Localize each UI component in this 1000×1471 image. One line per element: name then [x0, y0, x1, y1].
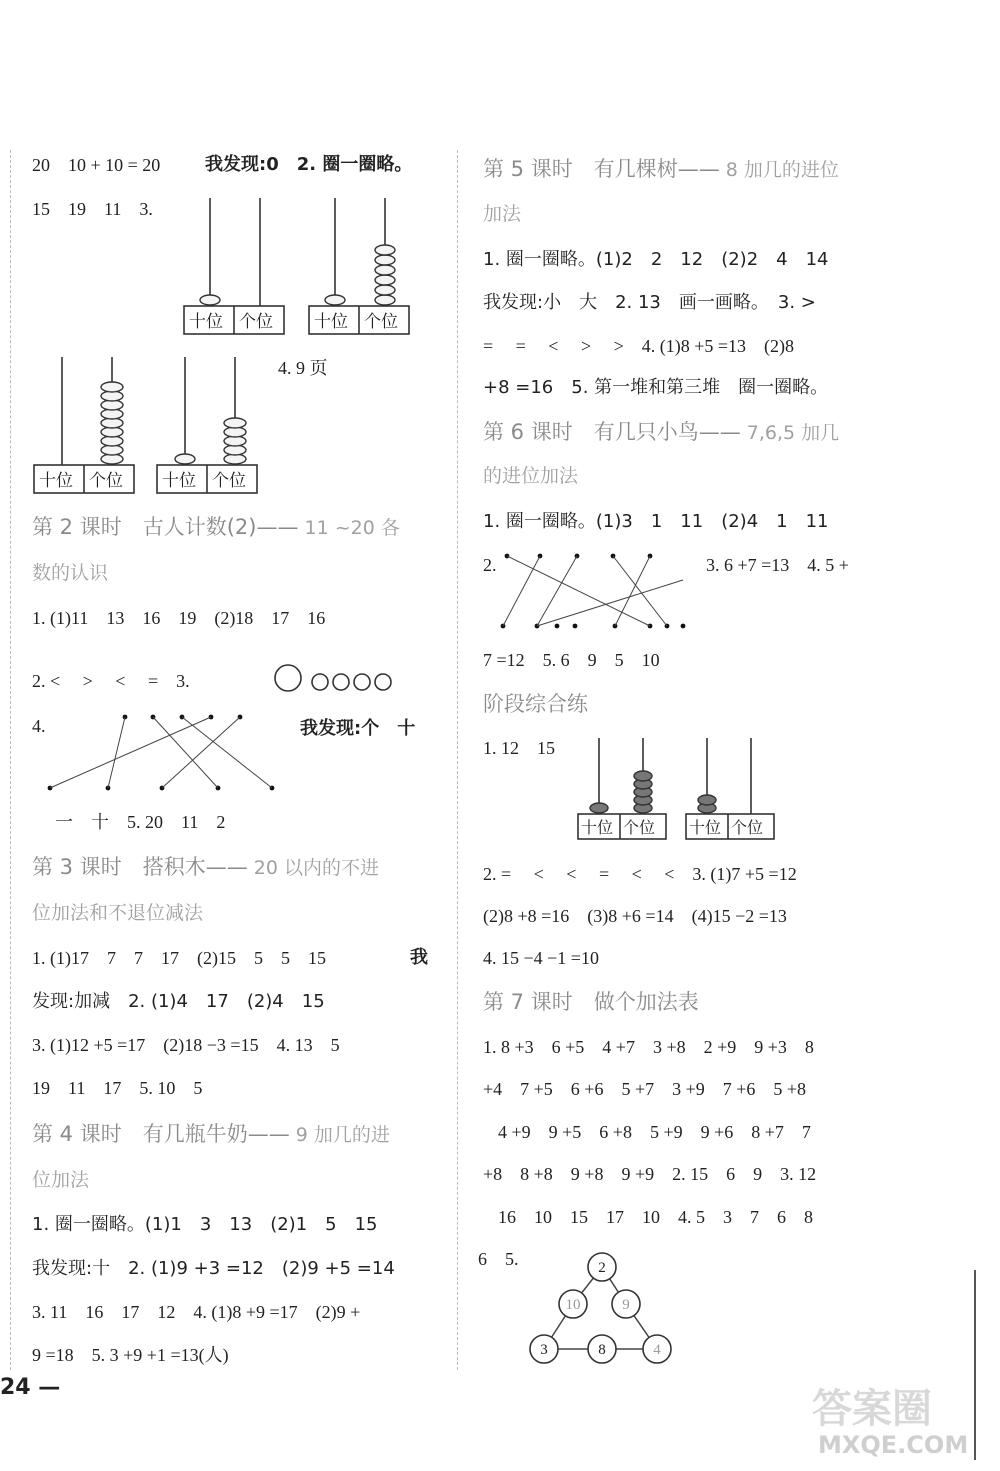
answer-line: 我发现:小 大 2. 13 画一画略。 3. > [483, 292, 816, 313]
lesson-title: 第 4 课时 有几瓶牛奶—— [32, 1122, 290, 1146]
lesson-subtitle: 9 加几的进 [289, 1124, 390, 1146]
lesson-subtitle: 11 ~20 各 [298, 517, 400, 539]
lesson-title: 第 3 课时 搭积木—— [32, 855, 248, 879]
left-margin-line [10, 150, 11, 1370]
lesson-title: 第 2 课时 古人计数(2)—— [32, 515, 299, 539]
lesson-heading [483, 155, 839, 184]
answer-line: 我发现:十 2. (1)9 +3 =12 (2)9 +5 =14 [32, 1258, 395, 1279]
ones-label: 个位 [623, 818, 656, 837]
lesson-subtitle-cont: 加法 [483, 203, 522, 225]
lesson-subtitle-cont: 的进位加法 [483, 465, 579, 487]
answer-line: 我发现:0 2. 圈一圈略。 [205, 154, 413, 175]
matching-figure [40, 710, 300, 794]
answer-line: 3. (1)12 +5 =17 (2)18 −3 =15 4. 13 5 [32, 1035, 340, 1055]
answer-line: 19 11 17 5. 10 5 [32, 1078, 203, 1098]
answer-line: 4. 9 页 [278, 358, 328, 378]
matching-figure [495, 550, 695, 634]
lesson-heading [32, 513, 400, 542]
ones-label: 个位 [89, 471, 123, 491]
answer-line: 15 19 11 3. [32, 199, 153, 219]
answer-line: 1. 12 15 [483, 738, 555, 758]
triangle-right-mid: 9 [622, 1297, 630, 1313]
lesson-subtitle: 8 加几的进位 [719, 159, 839, 181]
answer-line: = = < > > 4. (1)8 +5 =13 (2)8 [483, 336, 795, 356]
answer-line: 我 [410, 947, 428, 968]
answer-line: +8 =16 5. 第一堆和第三堆 圈一圈略。 [483, 377, 829, 398]
lesson-subtitle-cont: 数的认识 [32, 562, 109, 584]
triangle-bottom-mid: 8 [598, 1342, 606, 1358]
lesson-heading [483, 418, 839, 447]
answer-line: 发现:加减 2. (1)4 17 (2)4 15 [32, 991, 325, 1012]
answer-line: 1. 圈一圈略。(1)2 2 12 (2)2 4 14 [483, 249, 829, 270]
answer-line: 3. 6 +7 =13 4. 5 + [706, 555, 849, 575]
answer-line: 1. 圈一圈略。(1)1 3 13 (2)1 5 15 [32, 1214, 378, 1235]
tens-label: 十位 [39, 471, 73, 491]
lesson-title: 第 6 课时 有几只小鸟—— [483, 420, 741, 444]
ones-label: 个位 [212, 471, 246, 491]
tens-label: 十位 [314, 312, 348, 332]
page-edge-line [974, 1270, 976, 1460]
answer-line: (2)8 +8 =16 (3)8 +6 =14 (4)15 −2 =13 [483, 906, 787, 926]
answer-line: 4. 15 −4 −1 =10 [483, 948, 599, 968]
section-heading: 阶段综合练 [483, 692, 588, 716]
lesson-title: 第 5 课时 有几棵树—— [483, 157, 720, 181]
answer-line: 1. 圈一圈略。(1)3 1 11 (2)4 1 11 [483, 511, 829, 532]
answer-line: 3. 11 16 17 12 4. (1)8 +9 =17 (2)9 + [32, 1302, 361, 1322]
circles-figure [272, 662, 412, 696]
abacus-figure [575, 738, 785, 843]
answer-line: 4 +9 9 +5 6 +8 5 +9 9 +6 8 +7 7 [498, 1122, 811, 1142]
number-triangle [525, 1250, 685, 1370]
abacus-figure [30, 357, 270, 497]
lesson-subtitle-cont: 位加法 [32, 1169, 90, 1191]
ones-label: 个位 [364, 312, 398, 332]
ones-label: 个位 [239, 312, 273, 332]
abacus-figure [180, 198, 420, 338]
answer-line: 4. [32, 716, 46, 736]
answer-line: +4 7 +5 6 +6 5 +7 3 +9 7 +6 5 +8 [483, 1079, 807, 1099]
lesson-heading [32, 1120, 390, 1149]
lesson-subtitle-cont: 位加法和不退位减法 [32, 902, 204, 924]
answer-line: 2. = < < = < < 3. (1)7 +5 =12 [483, 864, 797, 884]
triangle-bottom-left: 3 [540, 1342, 548, 1358]
lesson-heading: 第 7 课时 做个加法表 [483, 990, 699, 1014]
tens-label: 十位 [162, 471, 196, 491]
tens-label: 十位 [689, 818, 722, 837]
watermark-url: MXQE.COM [818, 1431, 969, 1459]
lesson-heading [32, 853, 379, 882]
ones-label: 个位 [731, 818, 764, 837]
answer-line: 20 10 + 10 = 20 [32, 155, 161, 175]
triangle-bottom-right: 4 [653, 1342, 661, 1358]
lesson-subtitle: 20 以内的不进 [247, 857, 379, 879]
answer-line: 7 =12 5. 6 9 5 10 [483, 650, 660, 670]
triangle-top: 2 [598, 1260, 606, 1276]
triangle-left-mid: 10 [565, 1297, 581, 1313]
answer-line: 2. [483, 555, 497, 575]
answer-line: 9 =18 5. 3 +9 +1 =13(人) [32, 1345, 229, 1365]
answer-line: +8 8 +8 9 +8 9 +9 2. 15 6 9 3. 12 [483, 1164, 817, 1184]
answer-line: 我发现:个 十 [300, 718, 416, 739]
answer-line: 一 十 5. 20 11 2 [55, 812, 226, 832]
answer-line: 1. 8 +3 6 +5 4 +7 3 +8 2 +9 9 +3 8 [483, 1037, 814, 1057]
page-number: 24 — [0, 1375, 61, 1400]
tens-label: 十位 [189, 312, 223, 332]
answer-line: 1. (1)17 7 7 17 (2)15 5 5 15 [32, 948, 326, 968]
tens-label: 十位 [581, 818, 614, 837]
answer-line: 1. (1)11 13 16 19 (2)18 17 16 [32, 608, 326, 628]
watermark-logo: 答案圈 [812, 1386, 932, 1432]
column-divider [457, 150, 458, 1370]
answer-line: 6 5. [478, 1249, 519, 1269]
answer-line: 2. < > < = 3. [32, 671, 190, 691]
lesson-subtitle: 7,6,5 加几 [740, 422, 840, 444]
answer-line: 16 10 15 17 10 4. 5 3 7 6 8 [498, 1207, 813, 1227]
